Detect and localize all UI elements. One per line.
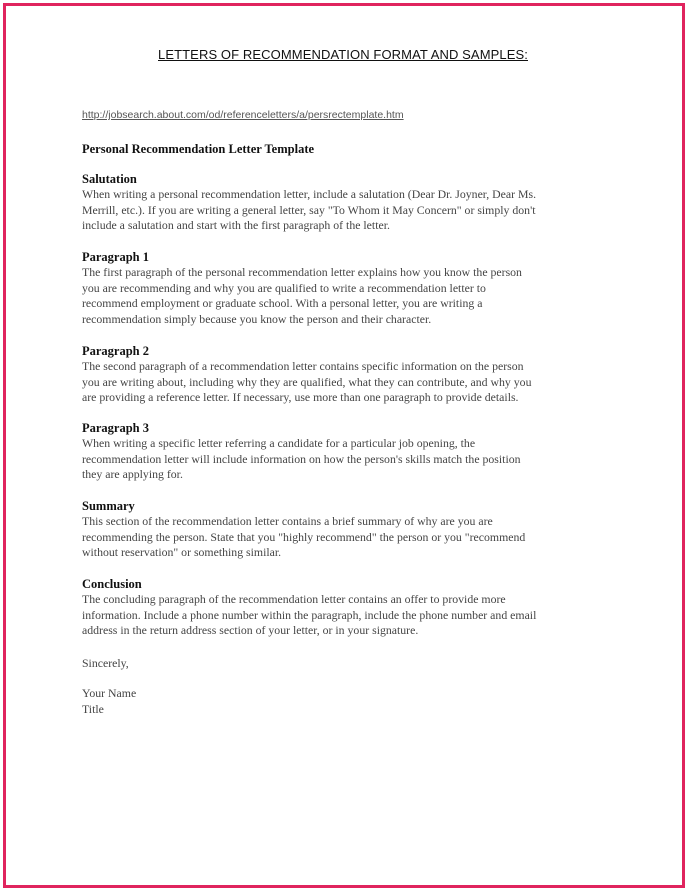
body-line: recommending the person. State that you "highly recommend" the person or you "recommend xyxy=(82,529,526,544)
section-heading: Paragraph 2 xyxy=(82,344,150,358)
section-body xyxy=(82,436,607,483)
body-line: Merrill, etc.). If you are writing a general letter, say "To Whom it May Concern" or simply don't xyxy=(82,202,536,217)
section-summary xyxy=(82,499,607,561)
section-paragraph-3 xyxy=(82,421,607,483)
body-line: without reservation" or something similar. xyxy=(82,545,282,560)
body-line: When writing a specific letter referring a candidate for a particular job opening, the xyxy=(82,436,476,450)
body-line: include a salutation and start with the first paragraph of the letter. xyxy=(82,218,390,233)
section-paragraph-1 xyxy=(82,250,607,327)
section-body xyxy=(82,265,607,327)
section-heading: Paragraph 1 xyxy=(82,250,150,264)
body-line: When writing a personal recommendation letter, include a salutation (Dear Dr. Joyner, Dear Ms. xyxy=(82,187,537,201)
section-heading: Paragraph 3 xyxy=(82,421,150,435)
reference-url-link[interactable]: http://jobsearch.about.com/od/referenceletters/a/persrectemplate.htm xyxy=(82,109,404,121)
section-paragraph-2 xyxy=(82,344,607,406)
body-line: This section of the recommendation letter contains a brief summary of why are you are xyxy=(82,514,493,528)
body-line: The first paragraph of the personal recommendation letter explains how you know the person xyxy=(82,265,522,279)
section-body xyxy=(82,359,607,406)
signature-name: Your Name xyxy=(82,686,137,700)
closing-text: Sincerely, xyxy=(82,656,129,670)
section-body xyxy=(82,187,607,234)
body-line: The concluding paragraph of the recommendation letter contains an offer to provide more xyxy=(82,592,506,606)
section-body xyxy=(82,592,607,639)
body-line: recommendation simply because you know the person and their character. xyxy=(82,311,432,326)
body-line: information. Include a phone number within the paragraph, include the phone number and email xyxy=(82,607,537,622)
section-conclusion xyxy=(82,577,607,639)
section-salutation xyxy=(82,172,607,234)
body-line: you are writing about, including why they are qualified, what they can contribute, and why you xyxy=(82,374,532,389)
body-line: The second paragraph of a recommendation letter contains specific information on the person xyxy=(82,359,524,373)
section-body xyxy=(82,514,607,561)
section-heading: Salutation xyxy=(82,172,137,186)
signature-title: Title xyxy=(82,702,104,716)
document-title: LETTERS OF RECOMMENDATION FORMAT AND SAMPLES: xyxy=(158,47,528,62)
body-line: recommendation letter will include information on how the person's skills match the position xyxy=(82,451,521,466)
section-heading: Summary xyxy=(82,499,135,513)
section-heading: Conclusion xyxy=(82,577,142,591)
body-line: they are applying for. xyxy=(82,467,183,482)
body-line: are providing a reference letter. If necessary, use more than one paragraph to provide details. xyxy=(82,390,519,405)
body-line: recommend employment or graduate school. With a personal letter, you are writing a xyxy=(82,296,483,311)
body-line: you are recommending and why you are qualified to write a recommendation letter to xyxy=(82,280,486,295)
body-line: address in the return address section of your letter, or in your signature. xyxy=(82,623,419,638)
template-title: Personal Recommendation Letter Template xyxy=(82,142,315,156)
